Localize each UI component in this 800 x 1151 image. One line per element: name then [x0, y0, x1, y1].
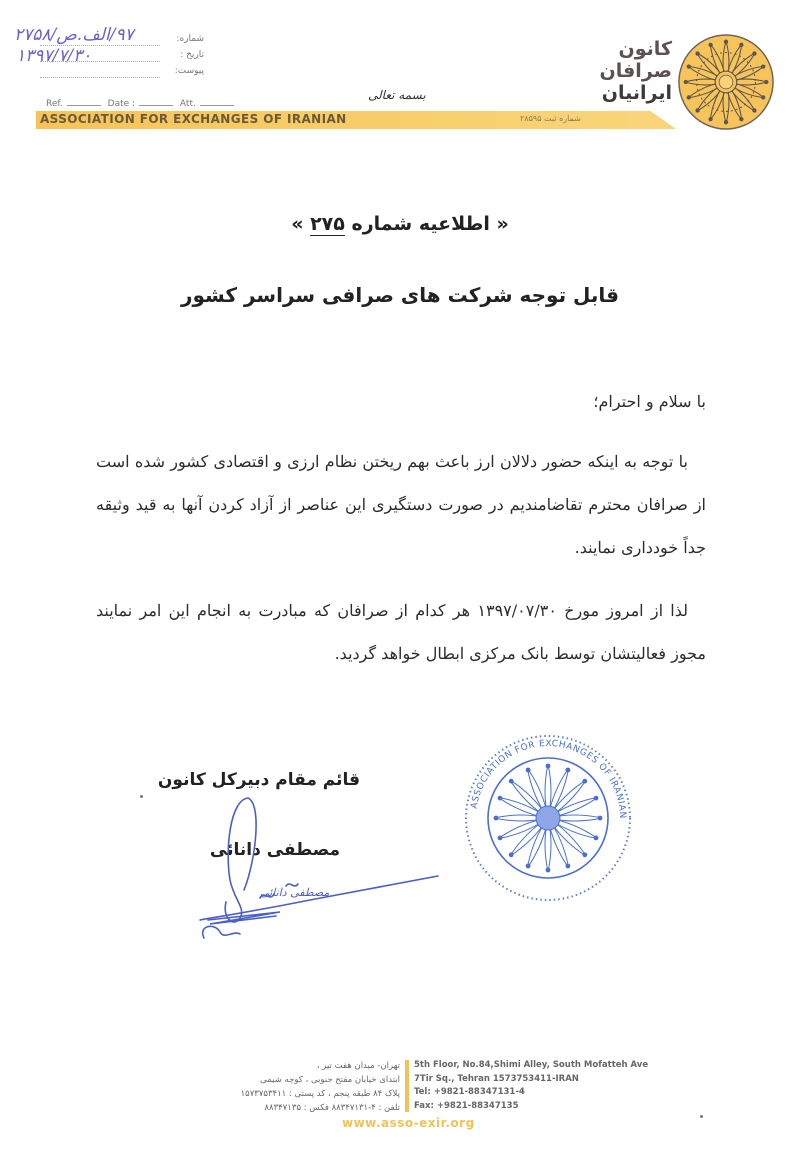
logo-line-1: کانون [618, 38, 672, 60]
website-link[interactable]: www.asso-exir.org [342, 1116, 475, 1130]
date-label: تاریخ : [180, 50, 204, 60]
signature-text: مصطفی دانائی [260, 886, 330, 899]
att-label: Att. [179, 99, 196, 109]
footer-en-line: 5th Floor, No.84,Shimi Alley, South Mofatteh Ave [414, 1060, 649, 1070]
number-field [176, 34, 204, 44]
footer-address-fa [200, 1059, 400, 1115]
footer-en-line: 7Tir Sq., Tehran 1573753411-IRAN [414, 1073, 579, 1084]
invocation: بسمه تعالی [368, 88, 426, 102]
number-line [40, 45, 160, 46]
ref-date-label: Date : [107, 99, 136, 109]
title-prefix: « اطلاعیه شماره [344, 213, 509, 235]
number-label: شماره: [176, 34, 204, 44]
logo-rosette-icon [677, 33, 775, 131]
footer-en-line: Fax: +9821-88347135 [414, 1100, 519, 1111]
footer-en-line: Tel: +9821-88347131-4 [414, 1087, 525, 1097]
banner-text: ASSOCIATION FOR EXCHANGES OF IRANIAN [40, 112, 347, 126]
footer-fa-line: تلفن : ۴-۸۸۳۴۷۱۳۱ فکس : ۸۸۳۴۷۱۳۵ [264, 1103, 400, 1113]
official-stamp-icon [462, 732, 634, 904]
speck [700, 1115, 703, 1118]
date-field [180, 50, 204, 60]
registration-number: شماره ثبت ۲۸۵۹۵ [520, 114, 581, 123]
attachment-line [40, 77, 160, 78]
greeting: با سلام و احترام؛ [593, 392, 706, 411]
paragraph-2: لذا از امروز مورخ ۱۳۹۷/۰۷/۳۰ هر کدام از صرافان که مبادرت به انجام این امر نمایند مجوز فعالیتشان توسط بانک مرکزی ابطال خواهد گردید. [96, 601, 706, 663]
ref-label: Ref. [46, 99, 63, 109]
footer-fa-line: ابتدای خیابان مفتح جنوبی ، کوچه شیمی [260, 1075, 400, 1085]
logo-text [590, 38, 672, 104]
footer-divider [405, 1060, 409, 1112]
handwritten-number: ۹۷/الف.ص/۲۷۵۸ [14, 25, 134, 45]
attachment-field [175, 66, 204, 76]
speck [140, 795, 143, 798]
footer-address-en [414, 1059, 714, 1113]
footer-fa-line: پلاک ۸۴ طبقه پنجم ، کد پستی : ۱۵۷۳۷۵۳۴۱۱ [240, 1089, 400, 1099]
signatory-position: قائم مقام دبیرکل کانون [157, 770, 360, 790]
handwritten-signature-icon [190, 790, 450, 950]
footer-fa-line: تهران- میدان هفت تیر ، [316, 1061, 400, 1071]
notice-title [0, 213, 800, 235]
attachment-label: پیوست: [174, 66, 204, 76]
title-suffix: » [291, 213, 311, 235]
ref-row [46, 99, 238, 109]
logo-line-3: ایرانیان [601, 82, 672, 104]
paragraph-1: با توجه به اینکه حضور دلالان ارز باعث بهم ریختن نظام ارزی و اقتصادی کشور شده است از صرافان محترم تقاضامندیم در صورت دستگیری این عناصر از آزاد کردن آنها به قید وثیقه جداً خودداری نمایند. [96, 452, 706, 557]
stamp-text-en: ASSOCIATION FOR EXCHANGES OF IRANIAN [469, 738, 628, 820]
notice-number: ۲۷۵ [310, 213, 345, 235]
date-line [40, 61, 160, 62]
signatory-name: مصطفی دانائی [209, 840, 340, 860]
logo-line-2: صرافان [599, 60, 672, 82]
handwritten-date: ۱۳۹۷/۷/۳۰ [16, 46, 92, 66]
notice-subtitle: قابل توجه شرکت های صرافی سراسر کشور [180, 283, 620, 307]
